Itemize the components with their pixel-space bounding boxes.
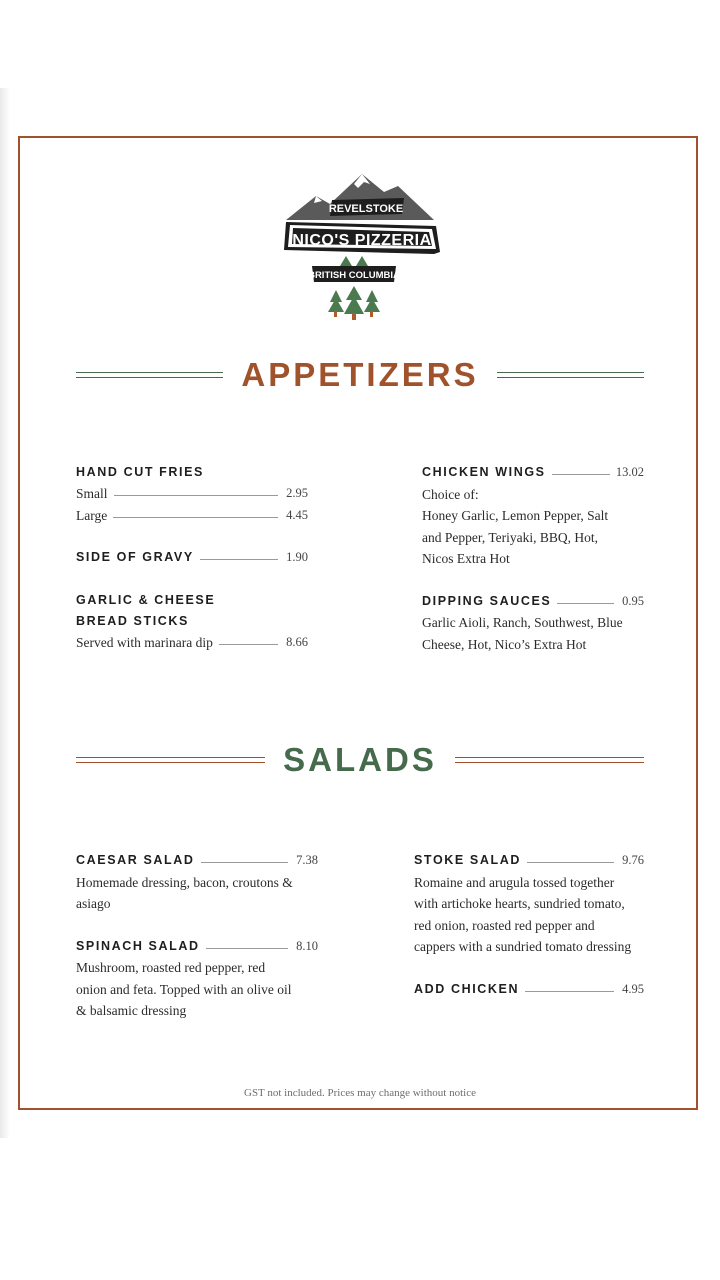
garlic-bread-title-line2: BREAD STICKS [76,613,189,628]
garlic-bread-title-line1: GARLIC & CHEESE [76,592,216,607]
salads-title: SALADS [283,741,437,778]
stoke-salad-title: STOKE SALAD [414,853,521,867]
leader-line [113,517,278,518]
stoke-salad-desc-3: red onion, roasted red pepper and [414,917,595,933]
garlic-bread-price: 8.66 [286,634,308,649]
leader-line [527,862,614,863]
fries-small-line [76,483,308,505]
side-of-gravy-line [76,547,308,569]
logo-text-nicos-pizzeria: NICO'S PIZZERIA [292,232,432,249]
stoke-salad-price: 9.76 [622,853,644,867]
appetizers-header [76,355,644,395]
side-of-gravy-title: SIDE OF GRAVY [76,550,194,564]
spinach-salad-line [76,936,318,958]
dipping-sauces-desc-1: Garlic Aioli, Ranch, Southwest, Blue [422,615,623,630]
dipping-sauces-line [422,591,644,613]
fries-small-price: 2.95 [286,486,308,500]
caesar-salad-desc-1: Homemade dressing, bacon, croutons & [76,874,293,890]
chicken-wings-desc-1: Choice of: [422,486,479,502]
fries-large-price: 4.45 [286,507,308,522]
chicken-wings-line [422,462,644,484]
spinach-salad-desc-2: onion and feta. Topped with an olive oil [76,981,292,997]
add-chicken-price: 4.95 [622,981,644,996]
dipping-sauces-price: 0.95 [622,593,644,608]
caesar-salad-line [76,850,318,872]
stoke-salad-desc-2: with artichoke hearts, sundried tomato, [414,896,625,911]
garlic-bread-desc: Served with marinara dip [76,634,213,650]
garlic-bread-line [76,632,308,654]
spinach-salad-price: 8.10 [296,938,318,953]
spinach-salad-desc-3: & balsamic dressing [76,1003,187,1018]
stoke-salad-line [414,850,644,872]
header-rule-right [497,372,644,378]
hand-cut-fries-title: HAND CUT FRIES [76,465,204,479]
caesar-salad-price: 7.38 [296,853,318,867]
salads-left-column [76,850,318,1022]
leader-line [114,495,278,496]
appetizers-title: APPETIZERS [241,356,479,393]
fries-large-label: Large [76,507,108,523]
caesar-salad-title: CAESAR SALAD [76,853,195,867]
dipping-sauces-title: DIPPING SAUCES [422,593,552,608]
chicken-wings-desc-4: Nicos Extra Hot [422,551,510,566]
leader-line [552,474,610,475]
header-rule-left [76,372,223,378]
fries-large-line [76,505,308,527]
fries-small-label: Small [76,486,108,501]
add-chicken-title: ADD CHICKEN [414,981,520,996]
dipping-sauces-desc-2: Cheese, Hot, Nico’s Extra Hot [422,636,587,652]
leader-line [206,948,288,949]
appetizers-right-column [422,462,644,655]
leader-line [201,862,288,863]
chicken-wings-desc-2: Honey Garlic, Lemon Pepper, Salt [422,508,609,523]
stoke-salad-desc-1: Romaine and arugula tossed together [414,874,615,890]
logo-text-british-columbia: BRITISH COLUMBIA [308,270,400,281]
leader-line [200,559,278,560]
leader-line [525,991,614,992]
header-rule-right [455,757,644,763]
salads-header [76,740,644,780]
add-chicken-line [414,979,644,1001]
leader-line [557,603,614,604]
caesar-salad-desc-2: asiago [76,896,111,911]
footer-note: GST not included. Prices may change without notice [244,1087,476,1099]
appetizers-left-column [76,462,308,653]
page-edge-shadow [0,88,10,1138]
chicken-wings-desc-3: and Pepper, Teriyaki, BBQ, Hot, [422,529,598,545]
chicken-wings-title: CHICKEN WINGS [422,465,546,479]
nicos-pizzeria-logo [266,170,454,322]
logo-text-revelstoke: REVELSTOKE [328,203,404,215]
spinach-salad-title: SPINACH SALAD [76,938,200,953]
spinach-salad-desc-1: Mushroom, roasted red pepper, red [76,960,266,975]
stoke-salad-desc-4: cappers with a sundried tomato dressing [414,939,632,954]
header-rule-left [76,757,265,763]
side-of-gravy-price: 1.90 [286,550,308,564]
salads-right-column [414,850,644,1000]
leader-line [219,644,278,645]
chicken-wings-price: 13.02 [615,465,644,479]
